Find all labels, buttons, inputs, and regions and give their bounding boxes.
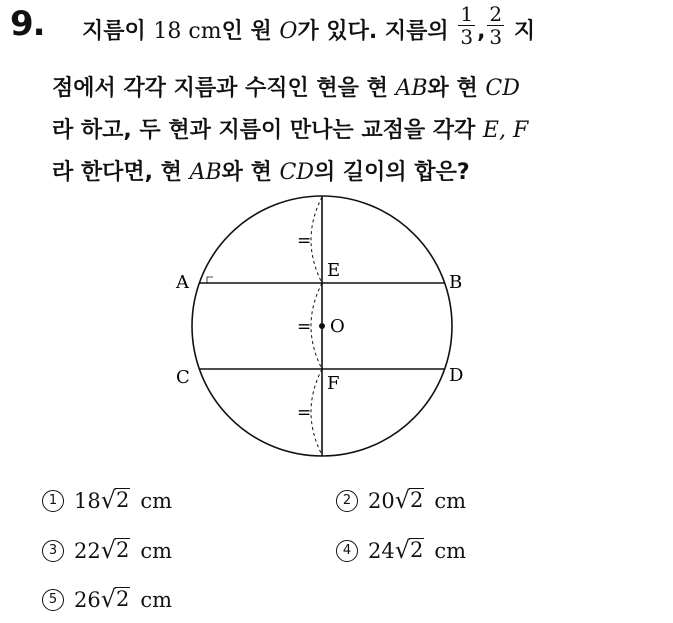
chord-cd-label: CD bbox=[279, 160, 314, 185]
option-unit: cm bbox=[140, 587, 173, 612]
chord-ab-label: AB bbox=[395, 76, 428, 101]
label-c: C bbox=[176, 367, 190, 388]
arc-marker-top bbox=[311, 197, 322, 283]
equal-mark-top: = bbox=[297, 231, 312, 251]
option-3[interactable] bbox=[42, 538, 172, 563]
text: 지 bbox=[506, 19, 536, 44]
question-line-2 bbox=[52, 71, 520, 102]
chord-ab-label: AB bbox=[189, 160, 222, 185]
option-marker: 4 bbox=[336, 540, 358, 562]
option-5[interactable] bbox=[42, 587, 172, 612]
option-unit: cm bbox=[140, 538, 173, 563]
comma: , bbox=[477, 19, 486, 44]
fraction-one-third: $\frac{1}{3}$ bbox=[460, 1, 474, 49]
label-e: E bbox=[327, 260, 341, 281]
text: 와 현 bbox=[427, 76, 486, 101]
points-ef-label: E, F bbox=[482, 118, 529, 143]
option-value: 18 √ 2 bbox=[74, 486, 130, 514]
option-unit: cm bbox=[434, 538, 467, 563]
chord-cd-label: CD bbox=[485, 76, 520, 101]
text: 와 현 bbox=[221, 160, 280, 185]
option-unit: cm bbox=[140, 488, 173, 513]
option-marker: 1 bbox=[42, 490, 64, 512]
label-o: O bbox=[330, 316, 345, 337]
center-label: O bbox=[279, 19, 298, 44]
option-1[interactable] bbox=[42, 488, 172, 513]
text: 라 하고, 두 현과 지름이 만나는 교점을 각각 bbox=[52, 118, 483, 143]
option-2[interactable] bbox=[336, 488, 466, 513]
fraction-two-thirds: $\frac{2}{3}$ bbox=[489, 1, 503, 49]
label-f: F bbox=[327, 373, 340, 394]
option-value: 20 √ 2 bbox=[368, 486, 424, 514]
option-unit: cm bbox=[434, 488, 467, 513]
diameter-measure: 18 cm bbox=[153, 19, 222, 44]
option-value: 24 √ 2 bbox=[368, 536, 424, 564]
circle-figure bbox=[165, 192, 485, 467]
option-marker: 2 bbox=[336, 490, 358, 512]
label-d: D bbox=[449, 365, 464, 386]
text: 의 길이의 합은? bbox=[313, 160, 470, 185]
right-angle-mark bbox=[207, 277, 213, 283]
center-point bbox=[319, 323, 325, 329]
option-marker: 3 bbox=[42, 540, 64, 562]
text: 점에서 각각 지름과 수직인 현을 현 bbox=[52, 76, 396, 101]
equal-mark-bottom: = bbox=[297, 403, 312, 423]
option-marker: 5 bbox=[42, 589, 64, 611]
equal-mark-middle: = bbox=[297, 317, 312, 337]
question-line-3 bbox=[52, 113, 528, 144]
text: 지름이 bbox=[82, 19, 154, 44]
question-line-4 bbox=[52, 155, 470, 186]
label-a: A bbox=[176, 272, 189, 293]
question-number: 9. bbox=[10, 4, 45, 44]
question-line-1 bbox=[82, 1, 536, 49]
option-value: 26 √ 2 bbox=[74, 585, 130, 613]
option-4[interactable] bbox=[336, 538, 466, 563]
option-value: 22 √ 2 bbox=[74, 536, 130, 564]
text: 인 원 bbox=[221, 19, 280, 44]
text: 가 있다. 지름의 bbox=[297, 19, 457, 44]
label-b: B bbox=[449, 272, 463, 293]
text: 라 한다면, 현 bbox=[52, 160, 190, 185]
arc-marker-bottom bbox=[311, 369, 322, 455]
